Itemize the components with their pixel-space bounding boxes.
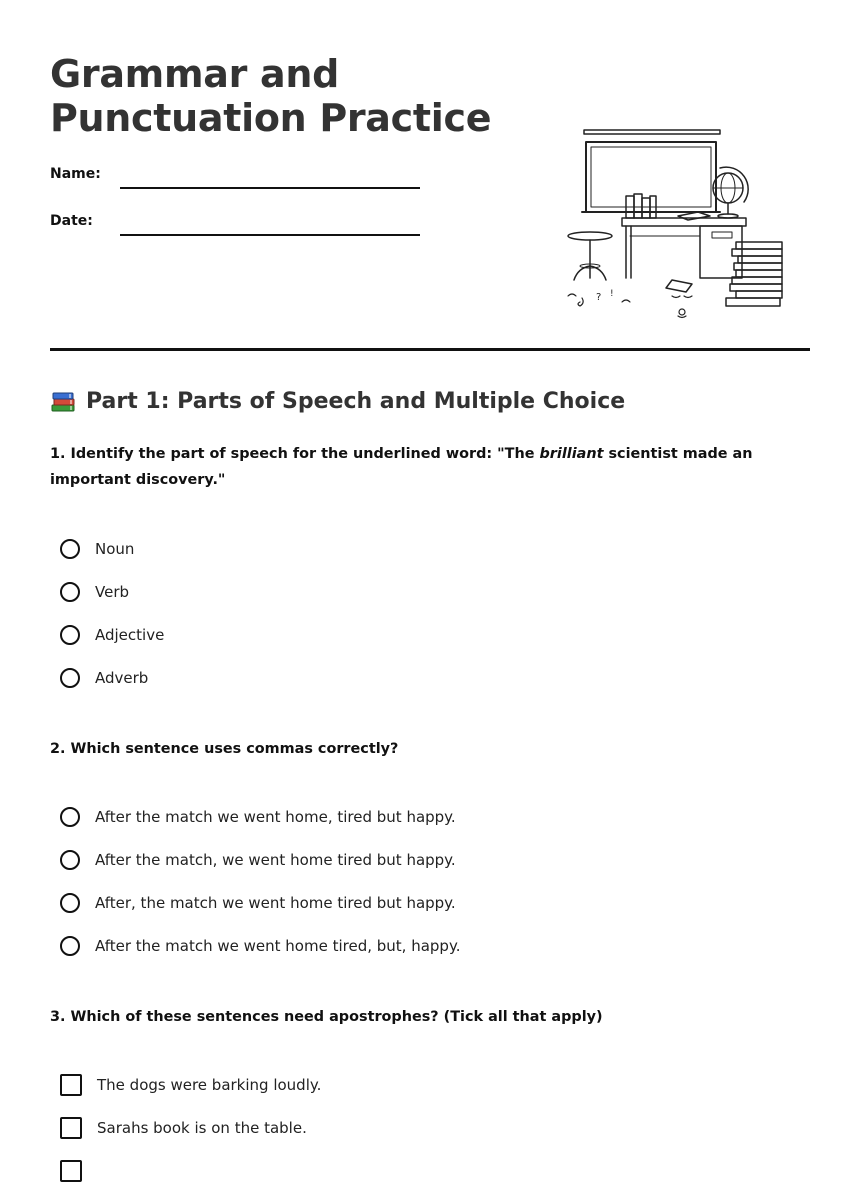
title-line-2: Punctuation Practice bbox=[50, 96, 492, 140]
q1-option-adverb[interactable] bbox=[60, 656, 164, 699]
question-3: 3. Which of these sentences need apostrophes? (Tick all that apply) bbox=[50, 1009, 603, 1025]
radio-button[interactable] bbox=[60, 936, 80, 956]
option-label: After the match we went home, tired but happy. bbox=[95, 807, 456, 826]
option-label: Adjective bbox=[95, 625, 165, 644]
svg-text:?: ? bbox=[596, 292, 602, 303]
radio-button[interactable] bbox=[60, 893, 80, 913]
radio-button[interactable] bbox=[60, 625, 80, 645]
q3-option-b[interactable] bbox=[60, 1106, 321, 1149]
option-label: Verb bbox=[95, 582, 130, 601]
q2-option-a[interactable] bbox=[60, 795, 460, 838]
section-heading bbox=[50, 388, 625, 414]
q1-option-adjective[interactable] bbox=[60, 613, 164, 656]
question-2: 2. Which sentence uses commas correctly? bbox=[50, 741, 399, 757]
radio-button[interactable] bbox=[60, 582, 80, 602]
name-field[interactable] bbox=[120, 187, 420, 189]
option-label: Sarahs book is on the table. bbox=[97, 1118, 307, 1137]
q3-option-c[interactable] bbox=[60, 1149, 321, 1192]
checkbox[interactable] bbox=[60, 1074, 82, 1096]
q2-option-c[interactable] bbox=[60, 881, 460, 924]
q1-option-verb[interactable] bbox=[60, 570, 164, 613]
checkbox[interactable] bbox=[60, 1117, 82, 1139]
worksheet-title bbox=[50, 52, 491, 140]
svg-text:!: ! bbox=[610, 289, 614, 299]
name-label: Name: bbox=[50, 166, 101, 182]
q1-option-noun[interactable] bbox=[60, 527, 164, 570]
classroom-illustration bbox=[560, 126, 800, 322]
question-1-suffix: scientist made an important discovery." bbox=[50, 446, 753, 488]
option-label: Adverb bbox=[95, 668, 149, 687]
question-1-target-word: brilliant bbox=[539, 446, 604, 462]
question-2-options bbox=[60, 795, 460, 967]
question-1-prefix: 1. Identify the part of speech for the underlined word: "The bbox=[50, 446, 540, 462]
section-heading-text: Part 1: Parts of Speech and Multiple Choice bbox=[86, 388, 626, 414]
question-3-options bbox=[60, 1063, 321, 1192]
option-label: After, the match we went home tired but happy. bbox=[95, 893, 456, 912]
q3-option-a[interactable] bbox=[60, 1063, 321, 1106]
header-divider bbox=[50, 348, 810, 351]
option-label: Noun bbox=[95, 539, 135, 558]
date-label: Date: bbox=[50, 213, 93, 229]
checkbox[interactable] bbox=[60, 1160, 82, 1182]
q2-option-b[interactable] bbox=[60, 838, 460, 881]
option-label: After the match we went home tired, but, happy. bbox=[95, 936, 461, 955]
question-1 bbox=[50, 441, 810, 493]
radio-button[interactable] bbox=[60, 539, 80, 559]
option-label: After the match, we went home tired but happy. bbox=[95, 850, 456, 869]
title-line-1: Grammar and bbox=[50, 52, 339, 96]
date-field[interactable] bbox=[120, 234, 420, 236]
q2-option-d[interactable] bbox=[60, 924, 460, 967]
question-1-options bbox=[60, 527, 164, 699]
radio-button[interactable] bbox=[60, 807, 80, 827]
option-label: The dogs were barking loudly. bbox=[97, 1075, 322, 1094]
radio-button[interactable] bbox=[60, 850, 80, 870]
radio-button[interactable] bbox=[60, 668, 80, 688]
books-icon bbox=[50, 388, 76, 414]
